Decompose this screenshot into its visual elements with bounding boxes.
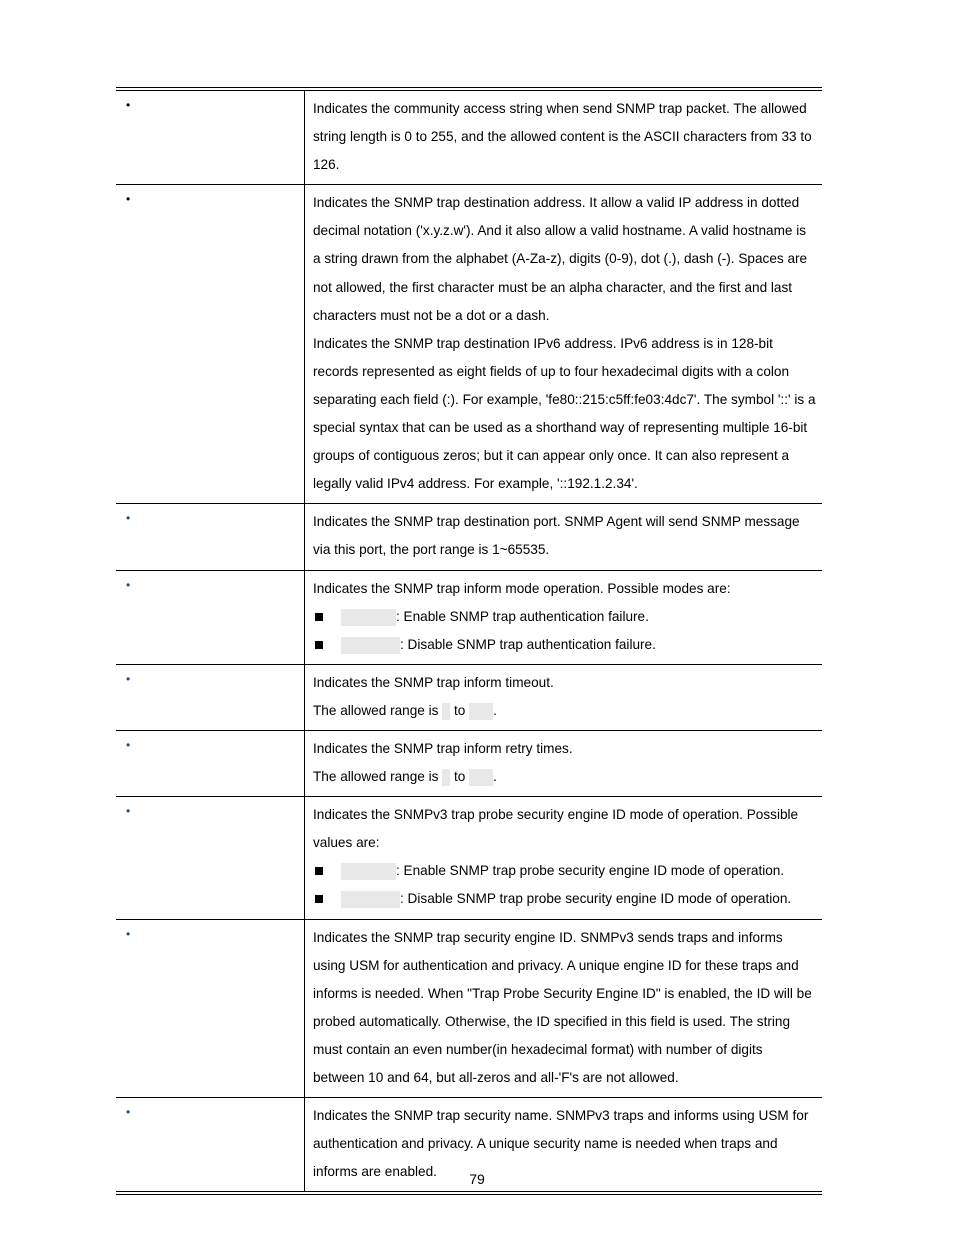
option-item: : Enable SNMP trap probe security engine ID mode of operation. [313,857,816,885]
bullet-icon: • [126,1105,131,1120]
table-row [116,796,822,918]
table-row [116,503,822,569]
description-cell [305,91,822,184]
range-text: The allowed range is to . [313,769,497,785]
option-item: : Disable SNMP trap probe security engine ID mode of operation. [313,885,816,913]
description-text: Indicates the SNMP trap destination port. SNMP Agent will send SNMP message via this port, the port range is 1~65535. [313,514,800,558]
option-item: : Enable SNMP trap authentication failure. [313,603,816,631]
bullet-icon: • [126,926,131,941]
table-row [116,91,822,184]
value-placeholder [341,863,396,880]
description-text: Indicates the SNMP trap inform retry times. [313,740,573,756]
table-row [116,570,822,664]
description-text: Indicates the SNMP trap security name. SNMPv3 traps and informs using USM for authentication and privacy. A unique security name is needed when traps and informs are enabled. [313,1108,809,1180]
range-min-placeholder [442,769,450,786]
table-row [116,184,822,503]
description-text: Indicates the SNMP trap destination IPv6 address. IPv6 address is in 128-bit records represented as eight fields of up to four hexadecimal digits with a colon separating each field (:). For example, 'fe80::215:c5ff:fe03:4dc7'. The symbol '::' is a special syntax that can be used as a shorthand way of representing multiple 16-bit groups of contiguous zeros; but it can appear only once. It can also represent a legally valid IPv4 address. For example, '::192.1.2.34'. [313,335,816,492]
range-max-placeholder [469,769,493,786]
square-bullet-icon [315,867,323,875]
bullet-icon: • [126,577,131,592]
square-bullet-icon [315,895,323,903]
table-row [116,730,822,796]
description-text: Indicates the SNMP trap inform mode operation. Possible modes are: [313,580,731,596]
square-bullet-icon [315,613,323,621]
option-item: : Disable SNMP trap authentication failure. [313,631,816,659]
bullet-icon: • [126,98,131,112]
description-cell [305,665,822,730]
description-cell [305,504,822,569]
bullet-icon: • [126,737,131,752]
description-cell [305,797,822,918]
table-row [116,664,822,730]
description-cell [305,571,822,664]
description-text: Indicates the SNMP trap destination address. It allow a valid IP address in dotted decimal notation ('x.y.z.w'). And it also allow a valid hostname. A valid hostname is a string drawn from the alphabet (A-Za-z), digits (0-9), dot (.), dash (-). Spaces are not allowed, the first character must be an alpha character, and the first and last characters must not be a dot or a dash. [313,195,808,323]
description-text: Indicates the SNMP trap inform timeout. [313,674,554,690]
description-cell [305,731,822,796]
bullet-icon: • [126,804,131,819]
value-placeholder [341,609,396,626]
description-text: Indicates the community access string when send SNMP trap packet. The allowed string length is 0 to 255, and the allowed content is the ASCII characters from 33 to 126. [313,101,812,173]
range-max-placeholder [469,703,493,720]
bullet-icon: • [126,511,131,526]
square-bullet-icon [315,641,323,649]
description-cell [305,920,822,1098]
table-row [116,919,822,1098]
description-text: Indicates the SNMP trap security engine ID. SNMPv3 sends traps and informs using USM for authentication and privacy. A unique engine ID for these traps and informs is needed. When "Trap Probe Security Engine ID" is enabled, the ID will be probed automatically. Otherwise, the ID specified in this field is used. The string must contain an even number(in hexadecimal format) with number of digits between 10 and 64, but all-zeros and all-'F's are not allowed. [313,929,812,1085]
description-text: Indicates the SNMPv3 trap probe security engine ID mode of operation. Possible values are: [313,807,799,851]
parameter-table [116,87,822,1195]
value-placeholder [341,891,400,908]
range-text: The allowed range is to . [313,702,497,718]
range-min-placeholder [442,703,450,720]
description-cell [305,185,822,503]
page-number: 79 [469,1171,485,1187]
bullet-icon: • [126,671,131,686]
bullet-icon: • [126,192,131,207]
value-placeholder [341,637,400,654]
